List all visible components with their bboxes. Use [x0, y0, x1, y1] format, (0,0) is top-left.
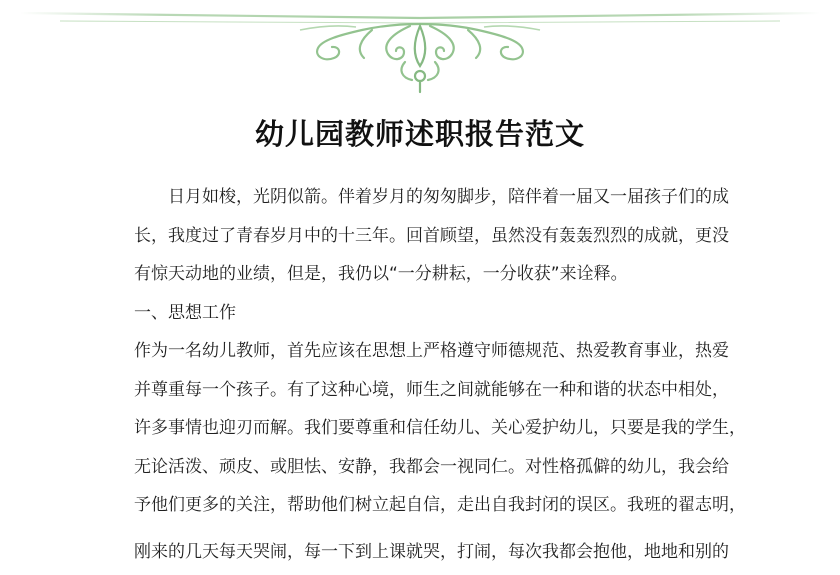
section-heading: 一、思想工作	[134, 302, 236, 323]
document-body	[134, 178, 746, 562]
paragraph-line: 作为一名幼儿教师，首先应该在思想上严格遵守师德规范、热爱教育事业，热爱	[134, 341, 729, 361]
paragraph-line: 许多事情也迎刃而解。我们要尊重和信任幼儿、关心爱护幼儿，只要是我的学生，	[134, 418, 746, 438]
paragraph-line: 并尊重每一个孩子。有了这种心境，师生之间就能够在一种和谐的状态中相处，	[134, 379, 729, 400]
paragraph-line: 日月如梭，光阴似箭。伴着岁月的匆匆脚步，陪伴着一届又一届孩子们的成	[168, 187, 729, 207]
paragraph-line: 予他们更多的关注，帮助他们树立起自信，走出自我封闭的误区。我班的翟志明，	[134, 495, 746, 515]
ornament-rule-right	[420, 13, 820, 18]
ornament-flourish-left	[317, 24, 420, 80]
paragraph-line: 长，我度过了青春岁月中的十三年。回首顾望，虽然没有轰轰烈烈的成就，更没	[134, 225, 729, 246]
decorative-header-ornament	[0, 0, 840, 95]
document-title: 幼儿园教师述职报告范文	[254, 117, 585, 151]
ornament-flourish-right	[420, 24, 523, 80]
paragraph-line: 刚来的几天每天哭闹，每一下到上课就哭，打闹，每次我都会抱他，地地和别的	[134, 541, 729, 562]
paragraph-line: 有惊天动地的业绩，但是，我仍以“一分耕耘，一分收获”来诠释。	[134, 264, 628, 284]
ornament-center-drop	[415, 26, 426, 92]
ornament-rule-left	[20, 13, 420, 18]
paragraph-line: 无论活泼、顽皮、或胆怯、安静，我都会一视同仁。对性格孤僻的幼儿，我会给	[134, 456, 729, 477]
